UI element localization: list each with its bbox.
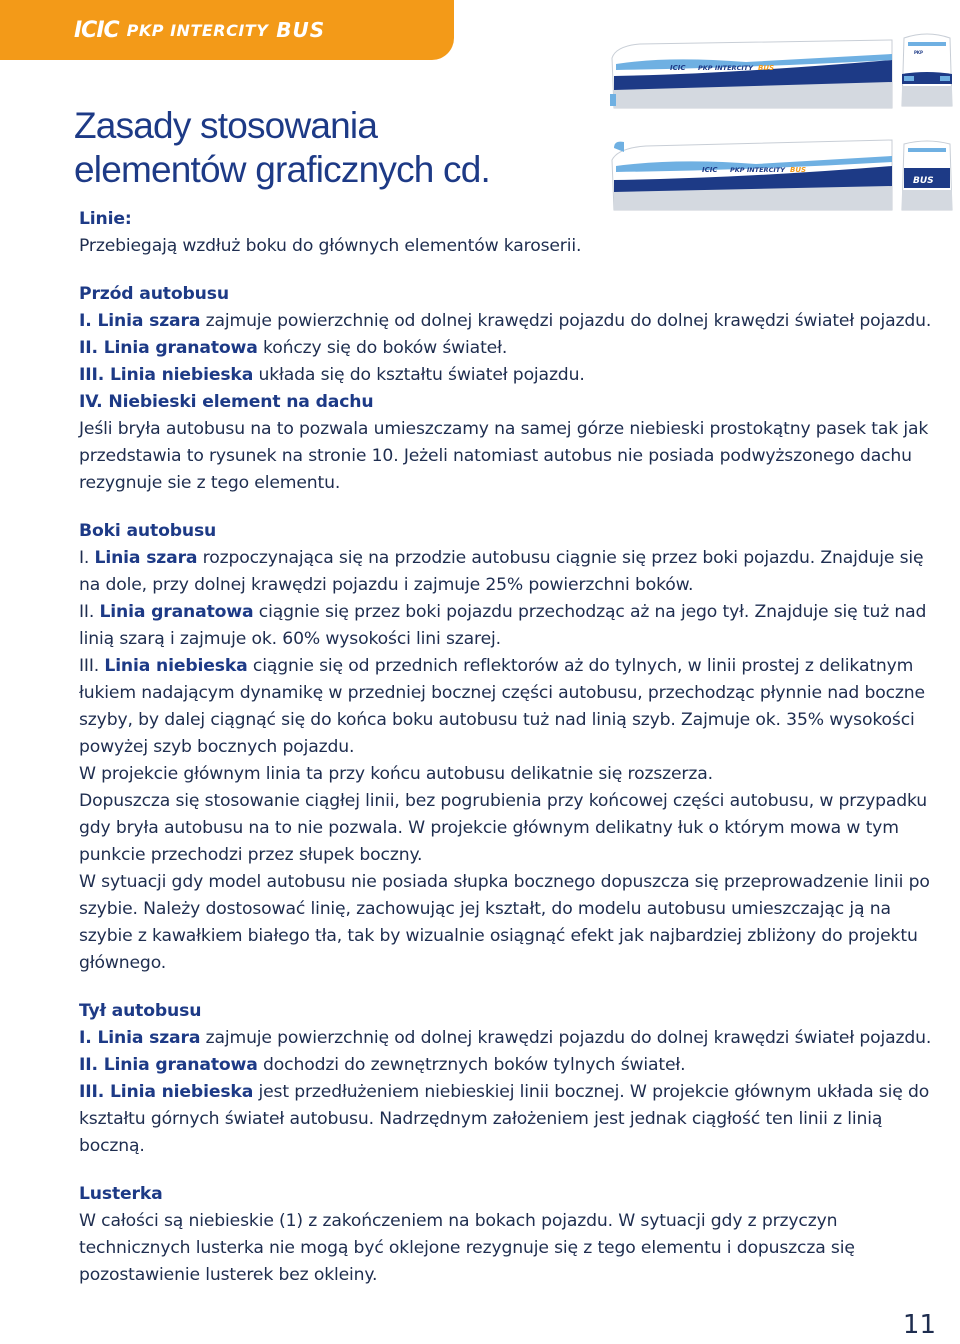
przod-item-i: I. Linia szara zajmuje powierzchnię od dolnej krawędzi pojazdu do dolnej krawędzi świateł pojazdu. bbox=[79, 311, 932, 331]
boki-para-2: Dopuszcza się stosowanie ciągłej linii, bez pogrubienia przy końcowej części autobusu, w przypadku gdy bryła autobusu na to nie pozwala. W projekcie głównym delikatny łuk o którym mowa w tym punkcie przechodzi przez słupek boczny. bbox=[79, 791, 928, 865]
bus-side-view-bottom bbox=[606, 134, 896, 212]
przod-item-ii: II. Linia granatowa kończy się do boków świateł. bbox=[79, 338, 508, 358]
tyl-item-ii: II. Linia granatowa dochodzi do zewnętrznych boków tylnych świateł. bbox=[79, 1055, 686, 1075]
boki-para-1: W projekcie głównym linia ta przy końcu autobusu delikatnie się rozszerza. bbox=[79, 764, 713, 784]
page-title bbox=[74, 104, 594, 192]
lusterka-text: W całości są niebieskie (1) z zakończeniem na bokach pojazdu. W sytuacji gdy z przyczyn technicznych lusterka nie mogą być oklejone rezygnuje się z tego elementu i dopuszcza się pozostawienie lusterek bez okleiny. bbox=[79, 1211, 855, 1285]
brand-header bbox=[0, 0, 454, 60]
side-logo-bus: BUS bbox=[758, 64, 775, 72]
tyl-heading: Tył autobusu bbox=[79, 1001, 202, 1021]
logo-mark: ICIC bbox=[74, 17, 119, 43]
boki-para-3: W sytuacji gdy model autobusu nie posiada słupka bocznego dopuszcza się przeprowadzenie linii po szybie. Należy dostosować linię, zachowując jej kształt, do modelu autobusu umieszczając ją na szybie z kawałkiem białego tła, tak by wizualnie osiągnąć efekt jak najbardziej zbliżony do projektu głównego. bbox=[79, 872, 930, 973]
page-title-line1: Zasady stosowania bbox=[74, 105, 378, 146]
przod-item-iv-text: Jeśli bryła autobusu na to pozwala umieszczamy na samej górze niebieski prostokątny pasek tak jak przedstawia to rysunek na stronie 10. Jeżeli natomiast autobus nie posiada podwyższonego dachu rezygnuje sie z tego elementu. bbox=[79, 419, 929, 493]
boki-item-iii: III. Linia niebieska ciągnie się od przednich reflektorów aż do tylnych, w linii prostej z delikatnym łukiem nadającym dynamikę w przedniej bocznej części autobusu, przechodząc płynnie nad boczne szyby, by dalej ciągnąć się do końca boku autobusu tuż nad linią szyb. Zajmuje ok. 35% wysokości powyżej szyb bocznych pojazdu. bbox=[79, 656, 925, 757]
rear-bus-label: BUS bbox=[913, 176, 934, 186]
przod-heading: Przód autobusu bbox=[79, 284, 229, 304]
svg-text:ICIC: ICIC bbox=[702, 166, 718, 174]
side-logo-text: PKP INTERCITY bbox=[698, 64, 753, 72]
page-number: 11 bbox=[902, 1310, 936, 1340]
lusterka-heading: Lusterka bbox=[79, 1184, 163, 1204]
linie-text: Przebiegają wzdłuż boku do głównych elementów karoserii. bbox=[79, 236, 582, 256]
bus-front-view bbox=[898, 30, 956, 110]
przod-item-iv-label: IV. Niebieski element na dachu bbox=[79, 392, 374, 412]
tyl-item-i: I. Linia szara zajmuje powierzchnię od dolnej krawędzi pojazdu do dolnej krawędzi świateł pojazdu. bbox=[79, 1028, 932, 1048]
logo-text: PKP INTERCITY bbox=[126, 20, 269, 40]
linie-heading: Linie: bbox=[79, 209, 132, 229]
side-logo-text-2: PKP INTERCITY bbox=[730, 166, 785, 174]
svg-text:PKP: PKP bbox=[914, 50, 923, 55]
tyl-item-iii: III. Linia niebieska jest przedłużeniem niebieskiej linii bocznej. W projekcie głównym układa się do kształtu górnych świateł autobusu. Nadrzędnym założeniem jest jednak ciągłość ten linii z linią boczną. bbox=[79, 1082, 930, 1156]
boki-item-ii: II. Linia granatowa ciągnie się przez boki pojazdu przechodząc aż na jego tył. Znajduje się tuż nad linią szarą i zajmuje ok. 60% wysokości lini szarej. bbox=[79, 602, 927, 649]
side-logo-bus-2: BUS bbox=[790, 166, 807, 174]
bus-side-view-top bbox=[606, 24, 896, 110]
page-title-line2: elementów graficznych cd. bbox=[74, 149, 490, 190]
pkp-intercity-bus-logo bbox=[74, 18, 325, 43]
logo-bus: BUS bbox=[276, 18, 326, 42]
svg-text:ICIC: ICIC bbox=[670, 64, 686, 72]
przod-item-iii: III. Linia niebieska układa się do kształtu świateł pojazdu. bbox=[79, 365, 585, 385]
bus-rear-view bbox=[898, 138, 956, 214]
document-body bbox=[79, 206, 939, 1289]
boki-item-i: I. Linia szara rozpoczynająca się na przodzie autobusu ciągnie się przez boki pojazdu. Znajduje się na dole, przy dolnej krawędzi pojazdu i zajmuje 25% powierzchni boków. bbox=[79, 548, 924, 595]
boki-heading: Boki autobusu bbox=[79, 521, 217, 541]
